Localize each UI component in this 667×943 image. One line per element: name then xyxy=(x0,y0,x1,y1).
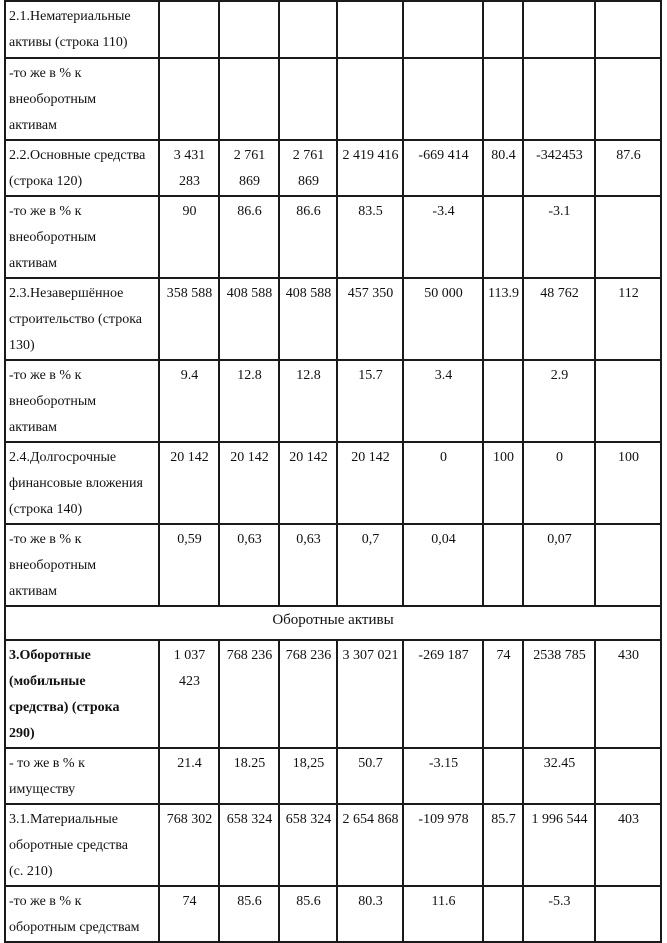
value-cell: 0 xyxy=(403,442,483,524)
value-cell: 3 431 283 xyxy=(159,140,219,196)
value-cell: 86.6 xyxy=(279,196,337,278)
table-row xyxy=(5,804,661,886)
value-cell: 768 236 xyxy=(279,640,337,748)
table-body-section xyxy=(5,606,661,640)
value-cell xyxy=(279,1,337,58)
value-cell: 2.9 xyxy=(523,360,595,442)
value-cell xyxy=(595,196,661,278)
row-label-line: -то же в % к xyxy=(9,66,82,81)
value-cell: 80.4 xyxy=(483,140,523,196)
value-cell xyxy=(159,58,219,140)
value-cell: 20 142 xyxy=(279,442,337,524)
row-label-line: -то же в % к xyxy=(9,368,82,383)
row-label-line: (с. 210) xyxy=(9,864,53,879)
section-row xyxy=(5,606,661,640)
value-cell: 100 xyxy=(595,442,661,524)
value-cell: 2 419 416 xyxy=(337,140,403,196)
value-cell: 0,63 xyxy=(219,524,279,606)
row-label-line: оборотным средствам xyxy=(9,920,140,935)
value-cell: 0,07 xyxy=(523,524,595,606)
value-cell: 74 xyxy=(159,886,219,942)
value-cell: 408 588 xyxy=(279,278,337,360)
row-label-line: активы (строка 110) xyxy=(9,35,128,50)
row-label-line: 3.Оборотные xyxy=(9,648,91,663)
value-cell xyxy=(523,58,595,140)
value-cell: 100 xyxy=(483,442,523,524)
table-row xyxy=(5,640,661,748)
value-cell: 86.6 xyxy=(219,196,279,278)
balance-table xyxy=(4,0,662,943)
value-cell xyxy=(595,360,661,442)
value-cell xyxy=(483,886,523,942)
value-cell xyxy=(483,524,523,606)
value-cell: 1 037 423 xyxy=(159,640,219,748)
value-cell: 85.7 xyxy=(483,804,523,886)
row-label-line: внеоборотным xyxy=(9,92,97,107)
row-label-line: 2.1.Нематериальные xyxy=(9,9,131,24)
table-body-current xyxy=(5,640,661,942)
value-cell: 403 xyxy=(595,804,661,886)
value-cell xyxy=(595,886,661,942)
value-cell: 113.9 xyxy=(483,278,523,360)
value-cell xyxy=(159,1,219,58)
value-cell: -5.3 xyxy=(523,886,595,942)
row-label xyxy=(5,886,159,942)
value-cell: 18.25 xyxy=(219,748,279,804)
value-cell: 12.8 xyxy=(219,360,279,442)
value-cell: 2 761 869 xyxy=(279,140,337,196)
row-label-line: 2.4.Долгосрочные xyxy=(9,450,117,465)
value-cell: 2 654 868 xyxy=(337,804,403,886)
value-cell xyxy=(403,1,483,58)
table-row xyxy=(5,58,661,140)
value-cell: 0,59 xyxy=(159,524,219,606)
row-label-line: финансовые вложения xyxy=(9,476,143,491)
row-label-line: внеоборотным xyxy=(9,230,97,245)
value-cell: 0 xyxy=(523,442,595,524)
value-cell: -3.1 xyxy=(523,196,595,278)
value-cell: 20 142 xyxy=(159,442,219,524)
value-cell: 430 xyxy=(595,640,661,748)
value-cell xyxy=(219,1,279,58)
value-cell: 3 307 021 xyxy=(337,640,403,748)
value-cell: 408 588 xyxy=(219,278,279,360)
value-cell: 11.6 xyxy=(403,886,483,942)
value-cell: 2 761 869 xyxy=(219,140,279,196)
value-cell xyxy=(483,360,523,442)
value-cell: -269 187 xyxy=(403,640,483,748)
value-cell: 457 350 xyxy=(337,278,403,360)
section-header: Оборотные активы xyxy=(5,606,661,640)
row-label xyxy=(5,442,159,524)
value-cell: 20 142 xyxy=(219,442,279,524)
value-cell: 3.4 xyxy=(403,360,483,442)
row-label-line: внеоборотным xyxy=(9,558,97,573)
value-cell: 0,04 xyxy=(403,524,483,606)
row-label-line: 2.2.Основные средства xyxy=(9,148,146,163)
value-cell: 48 762 xyxy=(523,278,595,360)
row-label-line: (строка 120) xyxy=(9,174,83,189)
row-label xyxy=(5,140,159,196)
value-cell: 83.5 xyxy=(337,196,403,278)
value-cell: -109 978 xyxy=(403,804,483,886)
value-cell xyxy=(483,1,523,58)
row-label-line: оборотные средства xyxy=(9,838,129,853)
row-label xyxy=(5,196,159,278)
value-cell: 658 324 xyxy=(219,804,279,886)
row-label xyxy=(5,360,159,442)
value-cell: 358 588 xyxy=(159,278,219,360)
row-label xyxy=(5,58,159,140)
row-label-line: 2.3.Незавершённое xyxy=(9,286,124,301)
value-cell xyxy=(337,58,403,140)
value-cell xyxy=(403,58,483,140)
row-label-line: -то же в % к xyxy=(9,532,82,547)
value-cell: 768 302 xyxy=(159,804,219,886)
value-cell: -3.15 xyxy=(403,748,483,804)
value-cell xyxy=(483,748,523,804)
value-cell: 74 xyxy=(483,640,523,748)
value-cell xyxy=(595,58,661,140)
row-label-line: внеоборотным xyxy=(9,394,97,409)
value-cell: -342453 xyxy=(523,140,595,196)
row-label xyxy=(5,748,159,804)
value-cell: -669 414 xyxy=(403,140,483,196)
value-cell: 2538 785 xyxy=(523,640,595,748)
value-cell xyxy=(483,196,523,278)
row-label-line: -то же в % к xyxy=(9,204,82,219)
row-label xyxy=(5,1,159,58)
row-label-line: активам xyxy=(9,584,57,599)
value-cell: 0,7 xyxy=(337,524,403,606)
value-cell: 12.8 xyxy=(279,360,337,442)
row-label xyxy=(5,804,159,886)
value-cell: 9.4 xyxy=(159,360,219,442)
value-cell: 20 142 xyxy=(337,442,403,524)
value-cell: 87.6 xyxy=(595,140,661,196)
value-cell: 90 xyxy=(159,196,219,278)
row-label-line: активам xyxy=(9,118,57,133)
value-cell: 21.4 xyxy=(159,748,219,804)
table-row xyxy=(5,140,661,196)
value-cell: 15.7 xyxy=(337,360,403,442)
value-cell xyxy=(595,524,661,606)
table-row xyxy=(5,360,661,442)
row-label-line: средства) (строка xyxy=(9,700,120,715)
value-cell: 658 324 xyxy=(279,804,337,886)
row-label xyxy=(5,278,159,360)
row-label-line: 130) xyxy=(9,338,35,353)
value-cell: 32.45 xyxy=(523,748,595,804)
row-label-line: активам xyxy=(9,256,57,271)
value-cell xyxy=(219,58,279,140)
value-cell: 1 996 544 xyxy=(523,804,595,886)
value-cell: 50.7 xyxy=(337,748,403,804)
table-row xyxy=(5,1,661,58)
value-cell: -3.4 xyxy=(403,196,483,278)
row-label-line: строительство (строка xyxy=(9,312,143,327)
value-cell: 50 000 xyxy=(403,278,483,360)
row-label-line: (строка 140) xyxy=(9,502,83,517)
value-cell: 768 236 xyxy=(219,640,279,748)
row-label-line: (мобильные xyxy=(9,674,86,689)
table-row xyxy=(5,886,661,942)
table-row xyxy=(5,524,661,606)
table-row xyxy=(5,278,661,360)
row-label-line: активам xyxy=(9,420,57,435)
row-label-line: -то же в % к xyxy=(9,894,82,909)
value-cell xyxy=(595,748,661,804)
value-cell: 0,63 xyxy=(279,524,337,606)
value-cell: 80.3 xyxy=(337,886,403,942)
value-cell xyxy=(337,1,403,58)
value-cell xyxy=(483,58,523,140)
value-cell: 112 xyxy=(595,278,661,360)
row-label-line: - то же в % к xyxy=(9,756,85,771)
value-cell: 85.6 xyxy=(219,886,279,942)
table-row xyxy=(5,442,661,524)
table-row xyxy=(5,196,661,278)
table-row xyxy=(5,748,661,804)
value-cell xyxy=(279,58,337,140)
value-cell: 85.6 xyxy=(279,886,337,942)
row-label-line: имуществу xyxy=(9,782,76,797)
table-body-noncurrent xyxy=(5,1,661,606)
row-label-line: 3.1.Материальные xyxy=(9,812,118,827)
value-cell: 18,25 xyxy=(279,748,337,804)
row-label xyxy=(5,640,159,748)
row-label-line: 290) xyxy=(9,726,35,741)
row-label xyxy=(5,524,159,606)
value-cell xyxy=(523,1,595,58)
value-cell xyxy=(595,1,661,58)
